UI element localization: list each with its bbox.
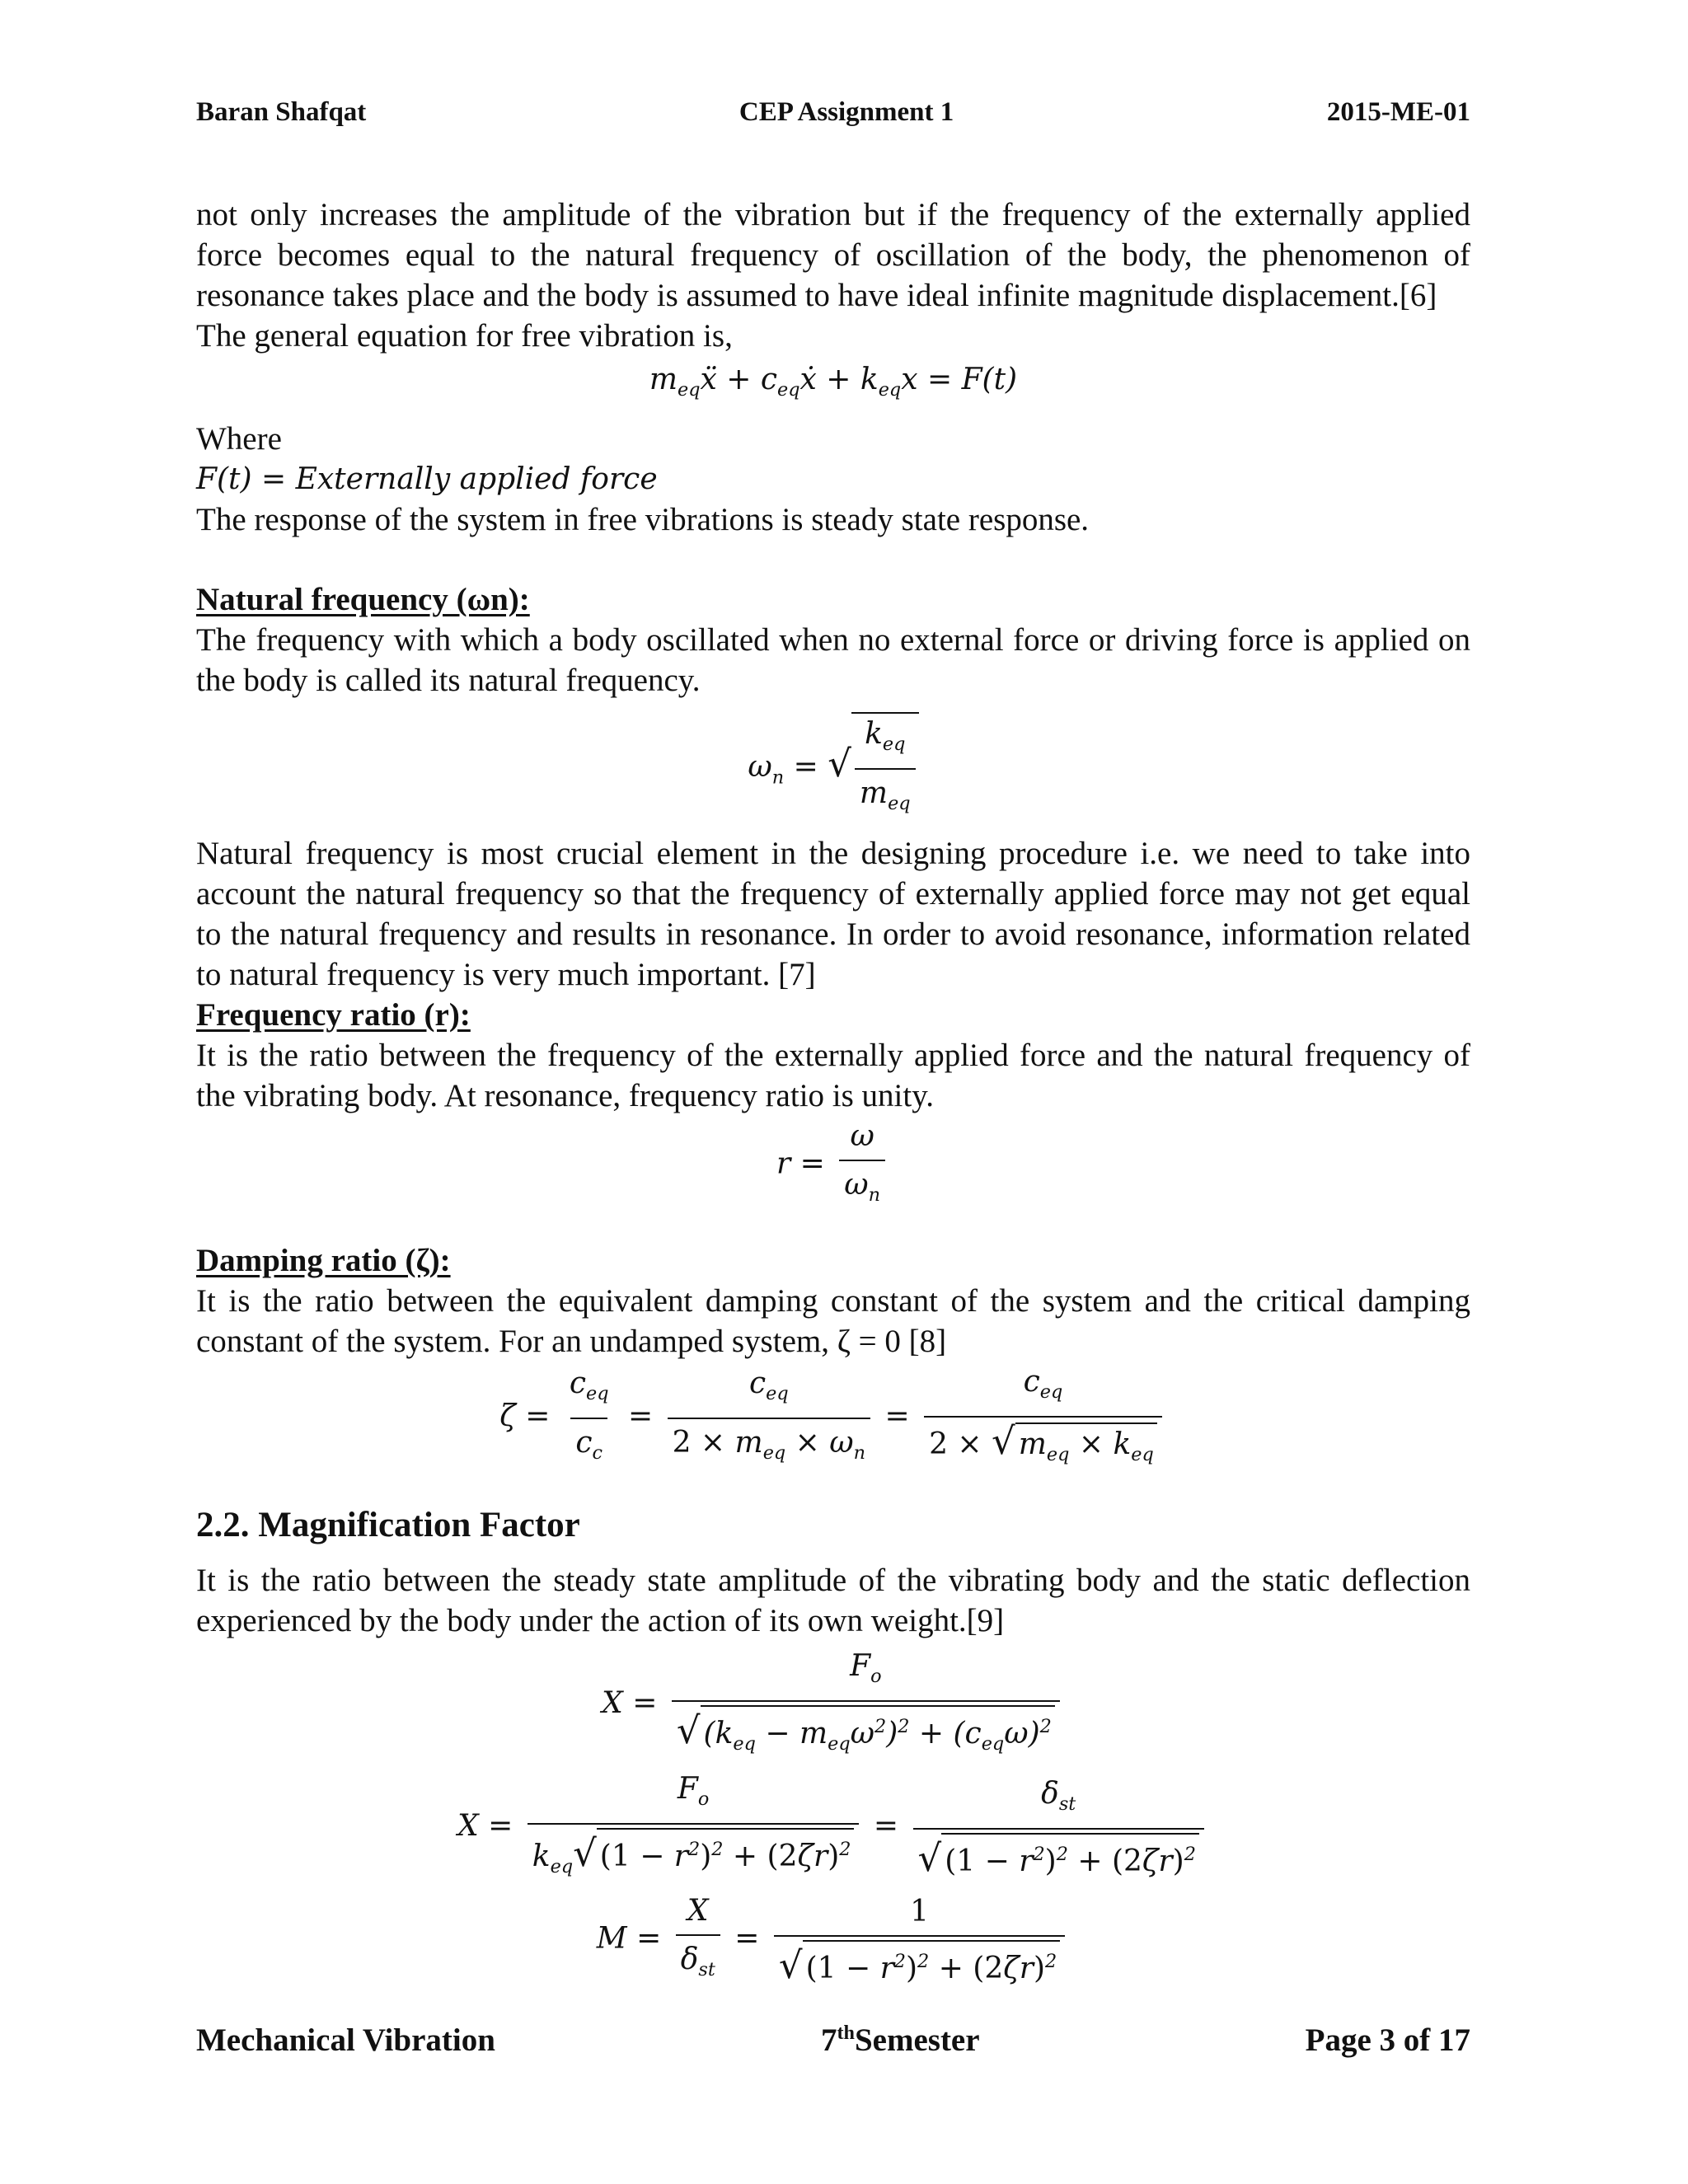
- damping-ratio-heading: Damping ratio (ζ):: [196, 1242, 451, 1278]
- frequency-ratio-formula: r = $\frac{\omega}{\omega_n}$: [196, 1116, 1470, 1216]
- natural-frequency-definition: The frequency with which a body oscillated when no external force or driving force is applied on the body is called its natural frequency.: [196, 622, 1470, 699]
- footer-semester: [821, 2022, 980, 2059]
- frequency-ratio-heading: Frequency ratio (r):: [196, 996, 471, 1033]
- amplitude-formula-nondim: X = $\frac{F_o}{k_{eq}√ (1 - r^2)^2 + (2\zeta r)^2}$ = $\frac{\delta_{st}}{√ (1 - r^2)^2 + (2\zeta r)^2}$: [196, 1769, 1470, 1887]
- natural-frequency-formula: $\omega_n$ = √ $\frac{k_{eq}}{m_{eq}}$: [196, 712, 1470, 824]
- page-body: [196, 194, 1470, 1990]
- header-id: 2015-ME-01: [1326, 97, 1470, 127]
- page-header: [196, 97, 1470, 128]
- force-definition: F(t) = Externally applied force: [196, 462, 658, 497]
- response-line: The response of the system in free vibrations is steady state response.: [196, 502, 1090, 538]
- natural-frequency-heading: Natural frequency (ωn):: [196, 582, 530, 618]
- damping-ratio-formula: ζ = $\frac{c_{eq}}{c_c}$ = $\frac{c_{eq}}{2 \times m_{eq} \times \omega_n}$ = $\frac{c_{eq}}{2 \times √ m_{eq} \times k_{eq}}$: [196, 1361, 1470, 1475]
- magnification-definition: It is the ratio between the steady state amplitude of the vibrating body and the static deflection experienced by the body under the action of its own weight.[9]: [196, 1563, 1470, 1639]
- intro-paragraph: not only increases the amplitude of the vibration but if the frequency of the externally applied force becomes equal to the natural frequency of oscillation of the body, the phenomenon of resonance takes place and the body is assumed to have ideal infinite magnitude displacement.[6]: [196, 197, 1470, 313]
- footer-semester-number: 7: [820, 2022, 837, 2058]
- footer-page-number: Page 3 of 17: [1305, 2022, 1470, 2058]
- where-label: Where: [196, 421, 282, 457]
- header-author: Baran Shafqat: [196, 97, 367, 127]
- footer-semester-label: Semester: [854, 2022, 980, 2058]
- damping-ratio-definition: It is the ratio between the equivalent damping constant of the system and the critical damping constant of the system. For an undamped system, ζ = 0 [8]: [196, 1282, 1470, 1359]
- general-eq-line: The general equation for free vibration is,: [196, 318, 733, 354]
- page-footer: [196, 2022, 1470, 2059]
- magnification-heading: 2.2. Magnification Factor: [196, 1506, 580, 1545]
- footer-course: Mechanical Vibration: [196, 2022, 495, 2058]
- frequency-ratio-definition: It is the ratio between the frequency of the externally applied force and the natural frequency of the vibrating body. At resonance, frequency ratio is unity.: [196, 1037, 1470, 1113]
- footer-semester-suffix: th: [837, 2022, 855, 2044]
- header-title: CEP Assignment 1: [738, 97, 954, 127]
- equation-of-motion: $m_{eq}ẍ$ + $c_{eq}ẋ + k_{eq}x = F(t)$: [649, 363, 1018, 401]
- natural-frequency-explanation: Natural frequency is most crucial element in the designing procedure i.e. we need to take into account the natural frequency so that the frequency of externally applied force may not get equal to the natural frequency and results in resonance. In order to avoid resonance, information related to natural frequency is very much important. [7]: [196, 835, 1470, 992]
- magnification-factor-formula: M = $\frac{X}{\delta_{st}}$ = $\frac{1}{√ (1 - r^2)^2 + (2\zeta r)^2}$: [196, 1891, 1470, 1990]
- amplitude-formula: X = $\frac{F_o}{√ (k_{eq} - m_{eq}\omega^2)^2 + (c_{eq}\omega)^2}$: [196, 1646, 1470, 1765]
